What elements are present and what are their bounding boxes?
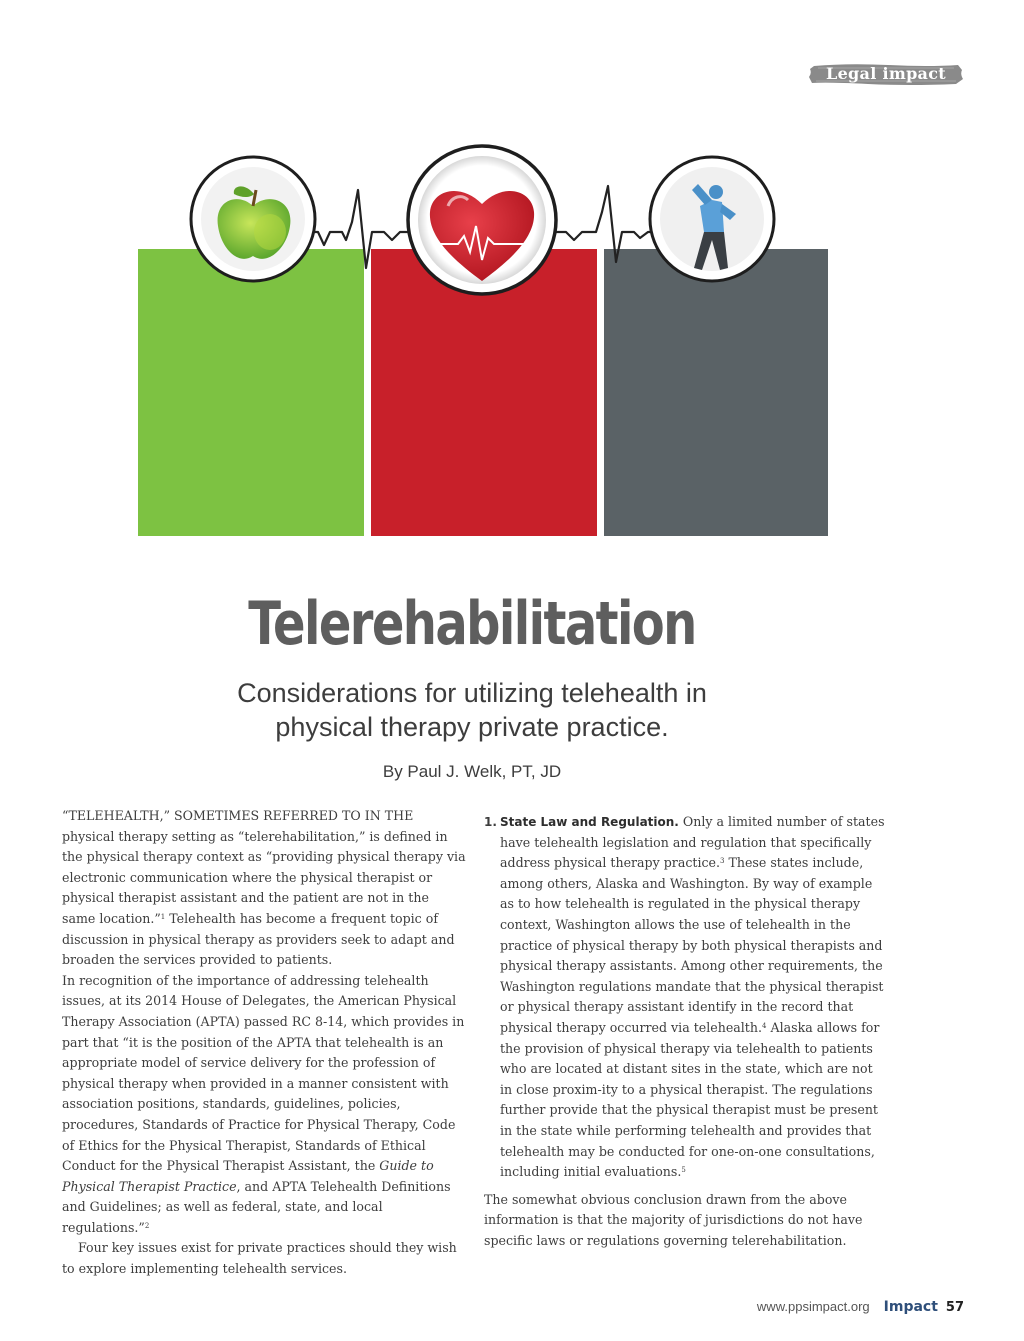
list-heading: State Law and Regulation. xyxy=(500,815,679,829)
page-number: 57 xyxy=(945,1300,964,1315)
paragraph-apta xyxy=(62,971,466,1239)
section-tag-label: Legal impact xyxy=(826,64,946,83)
body-column-left xyxy=(62,806,466,1280)
paragraph-intro xyxy=(62,806,466,971)
heart-ecg-icon xyxy=(408,146,556,294)
magazine-name: Impact xyxy=(883,1299,938,1315)
text-run: In recognition of the importance of addressing telehealth issues, at its 2014 House of Delegates, the American Physical Therapy Association (APTA) passed RC 8-14, which provides in part that “it is the position of the APTA that telehealth is an appropriate model of service delivery for the profession of physical therapy when provided in a manner consistent with association positions, standards, guidelines, policies, procedures, Standards of Practice for Physical Therapy, Code of Ethics for the Physical Therapist, Standards of Ethical Conduct for the Physical Therapist Assistant, the xyxy=(62,972,465,1174)
paragraph-state-law xyxy=(500,812,886,1183)
article-subtitle xyxy=(150,676,794,744)
text-run: Only a limited number of states have telehealth legislation and regulation that specifically address physical therapy practice. xyxy=(500,814,885,871)
subtitle-line-2: physical therapy private practice. xyxy=(275,712,669,742)
footnote-ref: 3 xyxy=(719,857,725,866)
footnote-ref: 4 xyxy=(762,1021,767,1030)
apple-icon xyxy=(191,157,315,281)
footer-url: www.ppsimpact.org xyxy=(756,1299,870,1314)
hero-illustration xyxy=(0,0,1024,560)
footnote-ref: 5 xyxy=(681,1166,686,1175)
paragraph-conclusion: The somewhat obvious conclusion drawn from the above information is that the majority of jurisdictions do not have specific laws or regulations governing telerehabilitation. xyxy=(484,1191,863,1248)
stretching-person-icon xyxy=(650,157,774,281)
body-column-right xyxy=(484,812,886,1251)
article-title: Telerehabilitation xyxy=(248,589,696,659)
text-run: Telehealth has become a frequent topic of discussion in physical therapy as providers seek to adapt and broaden the services provided to patients. xyxy=(62,910,455,968)
footnote-ref: 1 xyxy=(160,912,166,921)
text-run: “TELEHEALTH,” SOMETIMES REFERRED TO IN THE physical therapy setting as “telerehabilitation,” is defined in the physical therapy context as “providing physical therapy via electronic communication where the physical therapist or physical therapist assistant and the patient are not in the same location.” xyxy=(62,808,466,926)
page-footer xyxy=(700,1296,964,1316)
italic-title: Guide to Physical Therapist Practice xyxy=(62,1158,434,1194)
byline: By Paul J. Welk, PT, JD xyxy=(382,762,562,781)
footnote-ref: 2 xyxy=(144,1221,150,1230)
text-run: Alaska allows for the provision of physical therapy via telehealth to patients who are located at distant sites in the state, which are not in close proxim-ity to a physical therapist. The regulations further provide that the physical therapist must be present in the state while performing telehealth and provides that telehealth may be conducted for one-on-one consultations, including initial evaluations. xyxy=(500,1019,880,1180)
green-panel xyxy=(138,249,364,536)
text-run: These states include, among others, Alaska and Washington. By way of example as to how telehealth is regulated in the physical therapy context, Washington allows the use of telehealth in the practice of physical therapy by both physical therapists and physical therapy assistants. Among other requirements, the Washington regulations mandate that the physical therapist or physical therapy assistant identify in the record that physical therapy occurred via telehealth. xyxy=(500,855,884,1035)
list-number: 1. xyxy=(484,815,497,829)
subtitle-line-1: Considerations for utilizing telehealth in xyxy=(237,678,707,708)
paragraph-key-issues: Four key issues exist for private practices should they wish to explore implementing telehealth services. xyxy=(62,1240,457,1277)
slate-panel xyxy=(604,249,828,536)
list-item-state-law xyxy=(484,812,886,1183)
text-run: , and APTA Telehealth Definitions and Guidelines; as well as federal, state, and local regulations.” xyxy=(62,1178,451,1235)
